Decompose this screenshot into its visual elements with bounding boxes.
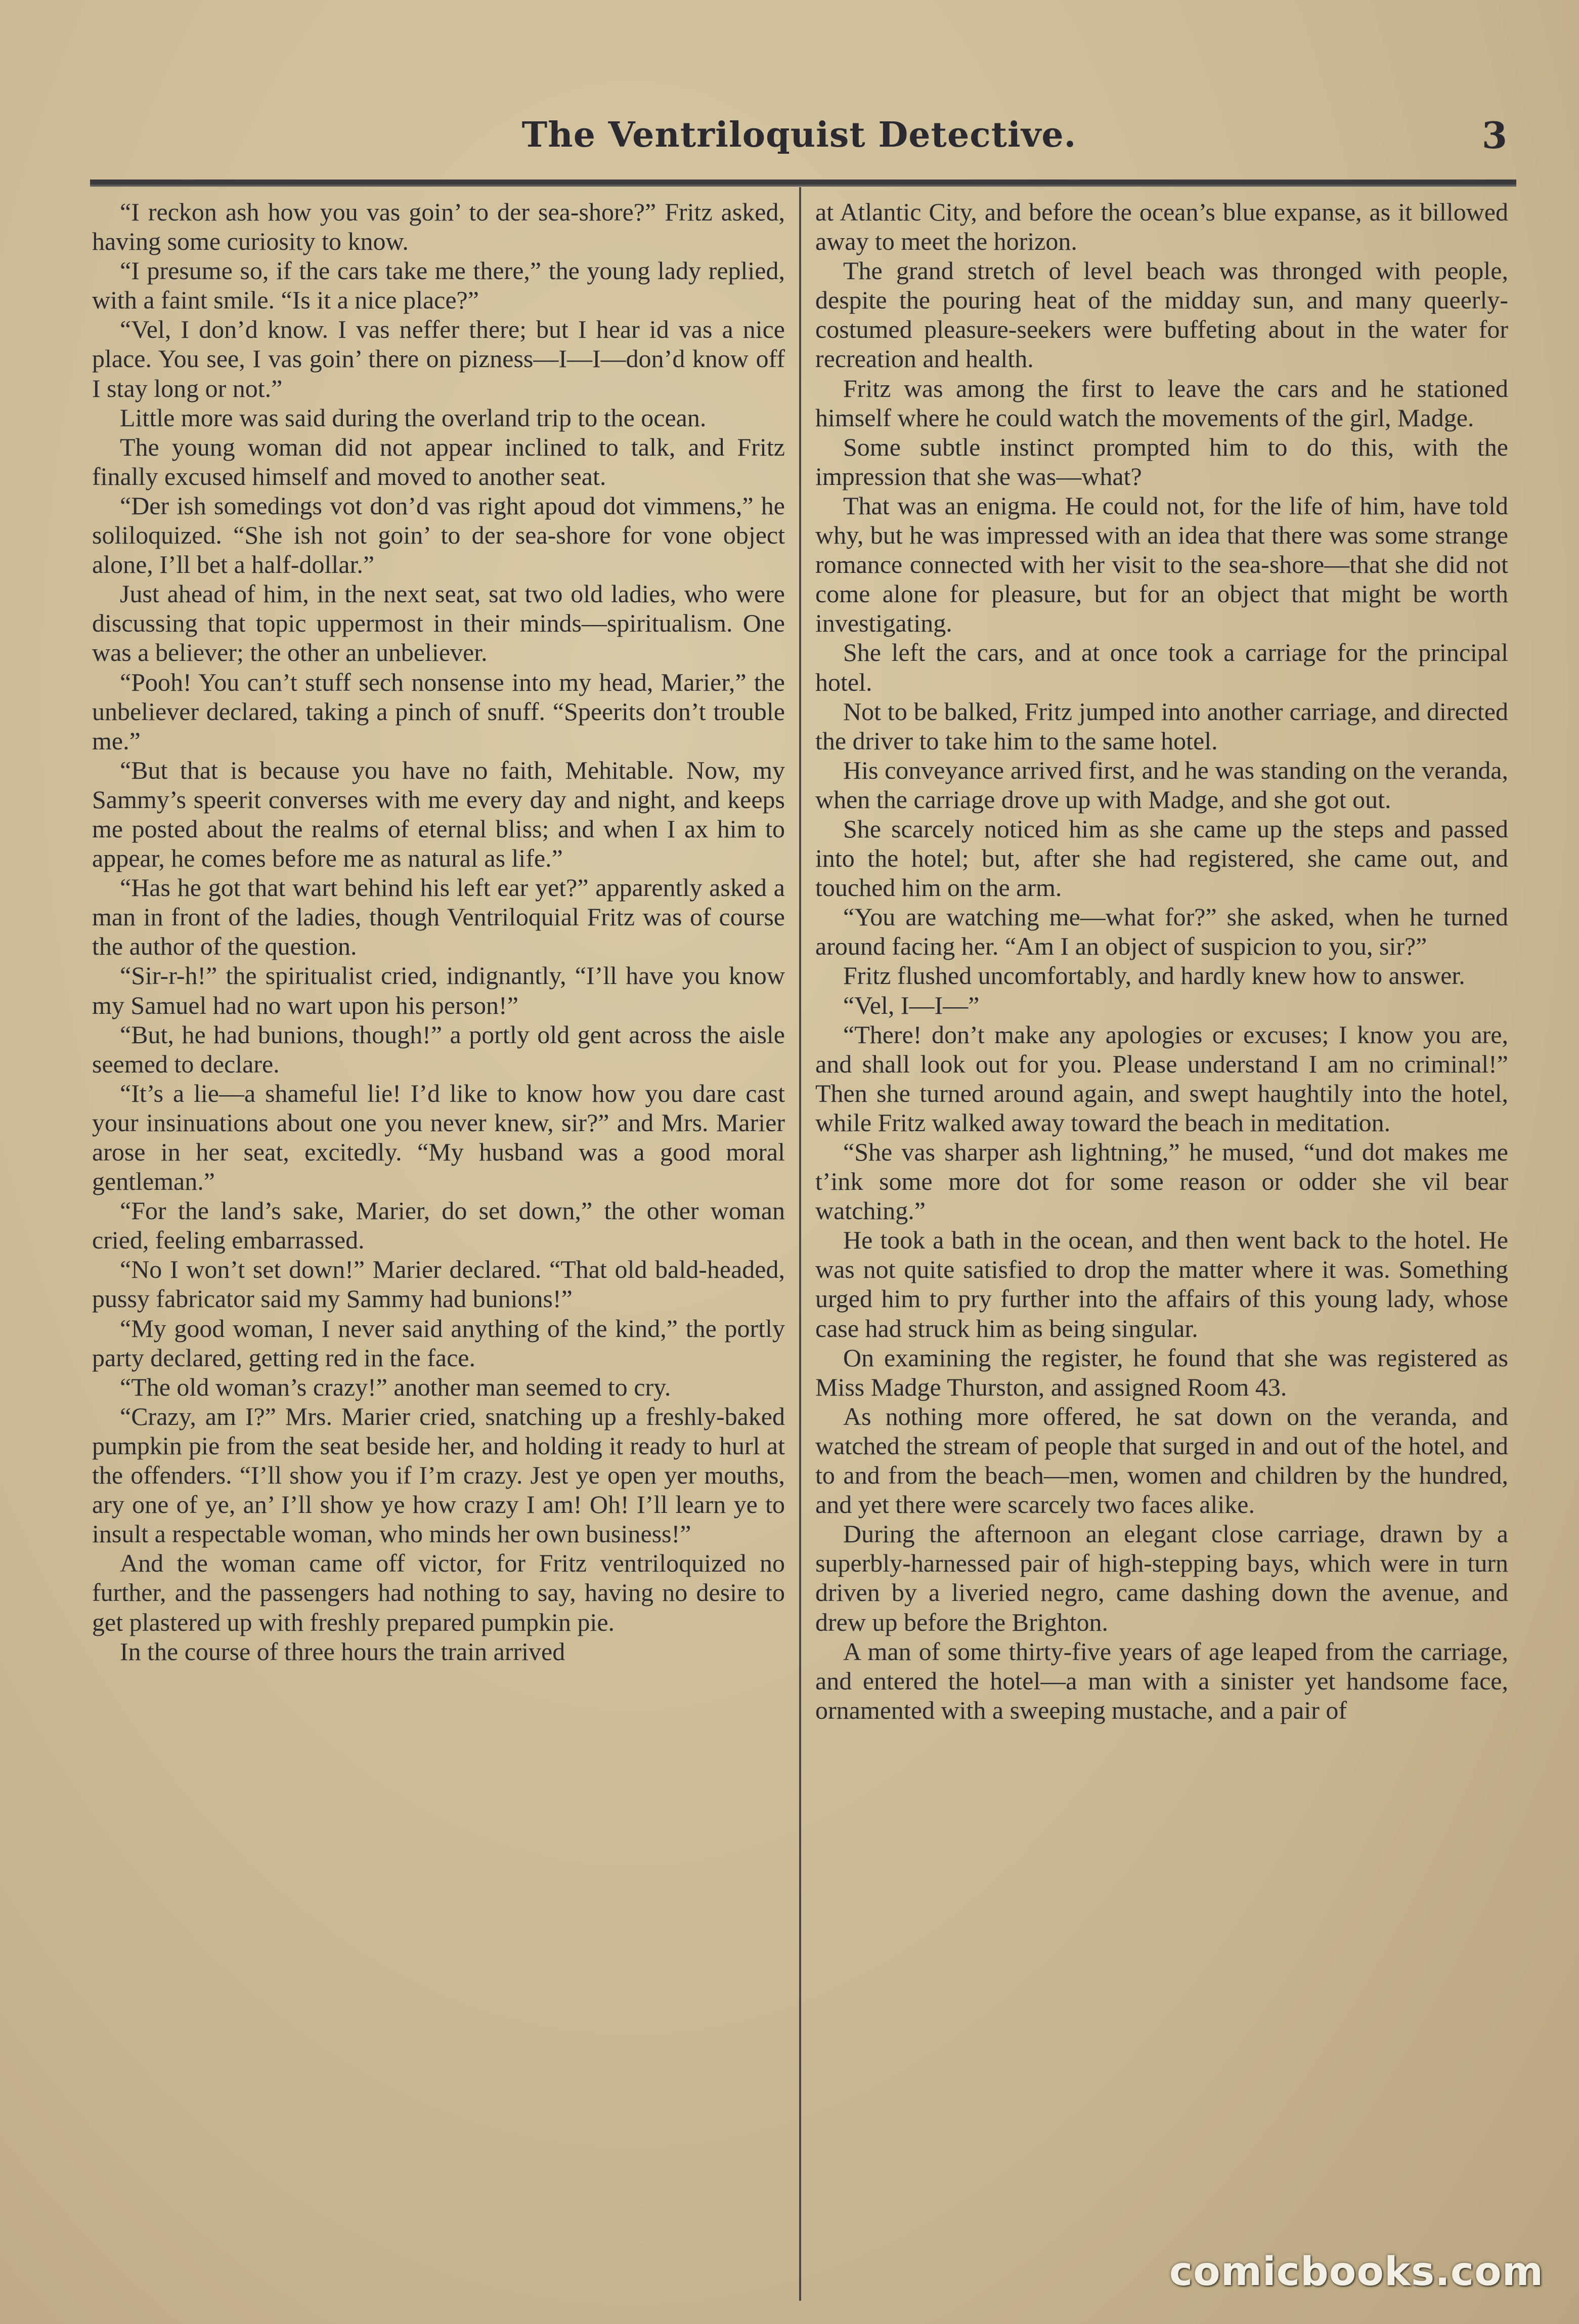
paragraph: He took a bath in the ocean, and then went back to the hotel. He was not quite satisfied to drop the matter where it was. Something urged him to pry further into the affairs of this young lady, whose case had struck him as being singular.: [815, 1226, 1508, 1343]
paragraph: Not to be balked, Fritz jumped into another carriage, and directed the driver to take him to the same hotel.: [815, 697, 1508, 755]
paragraph: at Atlantic City, and before the ocean’s blue expanse, as it billowed away to meet the horizon.: [815, 198, 1508, 256]
paragraph: “Has he got that wart behind his left ear yet?” apparently asked a man in front of the ladies, though Ventriloquial Fritz was of course the author of the question.: [92, 873, 785, 961]
text-column-right: [815, 197, 1508, 2291]
paragraph: “I reckon ash how you vas goin’ to der sea-shore?” Fritz asked, having some curiosity to know.: [92, 198, 785, 256]
paragraph: And the woman came off victor, for Fritz ventriloquized no further, and the passengers had nothing to say, having no desire to get plastered up with freshly prepared pumpkin pie.: [92, 1549, 785, 1636]
paragraph: “But that is because you have no faith, Mehitable. Now, my Sammy’s speerit converses with me every day and night, and keeps me posted about the realms of eternal bliss; and when I ax him to appear, he comes before me as natural as life.”: [92, 755, 785, 873]
paragraph: “Vel, I—I—”: [843, 991, 980, 1019]
paragraph: Some subtle instinct prompted him to do this, with the impression that she was—what?: [815, 432, 1508, 490]
paragraph: In the course of three hours the train arrived: [120, 1637, 565, 1666]
paragraph: “Vel, I don’d know. I vas neffer there; but I hear id vas a nice place. You see, I vas goin’ there on pizness—I—I—don’d know off I stay long or not.”: [92, 315, 785, 403]
paragraph: As nothing more offered, he sat down on the veranda, and watched the stream of people that surged in and out of the hotel, and to and from the beach—men, women and children by the hundred, and yet there were scarcely two faces alike.: [815, 1402, 1508, 1519]
column-divider: [799, 187, 801, 2301]
running-title: The Ventriloquist Detective.: [521, 115, 1077, 155]
paragraph: “My good woman, I never said anything of the kind,” the portly party declared, getting red in the face.: [92, 1314, 785, 1372]
paragraph: “She vas sharper ash lightning,” he mused, “und dot makes me t’ink some more dot for some reason or odder she vil bear watching.”: [815, 1138, 1508, 1225]
paragraph: Little more was said during the overland trip to the ocean.: [120, 403, 707, 432]
page-header: [91, 104, 1507, 174]
paragraph: Just ahead of him, in the next seat, sat two old ladies, who were discussing that topic uppermost in their minds—spiritualism. One was a believer; the other an unbeliever.: [92, 579, 785, 667]
paragraph: “But, he had bunions, though!” a portly old gent across the aisle seemed to declare.: [92, 1020, 785, 1078]
paragraph: “Crazy, am I?” Mrs. Marier cried, snatching up a freshly-baked pumpkin pie from the seat beside her, and holding it ready to hurl at the offenders. “I’ll show you if I’m crazy. Jest ye open yer mouths, ary one of ye, an’ I’ll show ye how crazy I am! Oh! I’ll learn ye to insult a respectable woman, who minds her own business!”: [92, 1402, 785, 1548]
paragraph: During the afternoon an elegant close carriage, drawn by a superbly-harnessed pair of high-stepping bays, which were in turn driven by a liveried negro, came dashing down the avenue, and drew up before the Brighton.: [815, 1519, 1508, 1636]
paragraph: “Sir-r-h!” the spiritualist cried, indignantly, “I’ll have you know my Samuel had no wart upon his person!”: [92, 961, 785, 1019]
paragraph: The grand stretch of level beach was thronged with people, despite the pouring heat of the midday sun, and many queerly-costumed pleasure-seekers were buffeting about in the water for recreation and health.: [815, 256, 1508, 373]
paragraph: Fritz flushed uncomfortably, and hardly knew how to answer.: [843, 961, 1465, 990]
paragraph: “Der ish somedings vot don’d vas right apoud dot vimmens,” he soliloquized. “She ish not goin’ to der sea-shore for vone object alone, I’ll bet a half-dollar.”: [92, 491, 785, 579]
paragraph: She left the cars, and at once took a carriage for the principal hotel.: [815, 638, 1508, 696]
paragraph: His conveyance arrived first, and he was standing on the veranda, when the carriage drove up with Madge, and she got out.: [815, 755, 1508, 814]
paragraph: A man of some thirty-five years of age leaped from the carriage, and entered the hotel—a man with a sinister yet handsome face, ornamented with a sweeping mustache, and a pair of: [815, 1637, 1508, 1724]
paragraph: Fritz was among the first to leave the cars and he stationed himself where he could watch the movements of the girl, Madge.: [815, 374, 1508, 432]
paragraph: The young woman did not appear inclined to talk, and Fritz finally excused himself and moved to another seat.: [92, 432, 785, 490]
paragraph: “No I won’t set down!” Marier declared. “That old bald-headed, pussy fabricator said my Sammy had bunions!”: [92, 1255, 785, 1313]
site-watermark: comicbooks.com: [1169, 2249, 1544, 2295]
paragraph: “There! don’t make any apologies or excuses; I know you are, and shall look out for you. Please understand I am no criminal!” Then she turned around again, and swept haughtily into the hotel, while Fritz walked away toward the beach in meditation.: [815, 1020, 1508, 1137]
paragraph: That was an enigma. He could not, for the life of him, have told why, but he was impressed with an idea that there was some strange romance connected with her visit to the sea-shore—that she did not come alone for pleasure, but for an object that might be worth investigating.: [815, 491, 1508, 638]
page-number: 3: [1481, 114, 1507, 157]
paragraph: She scarcely noticed him as she came up the steps and passed into the hotel; but, after she had registered, she came out, and touched him on the arm.: [815, 814, 1508, 902]
paragraph: “You are watching me—what for?” she asked, when he turned around facing her. “Am I an object of suspicion to you, sir?”: [815, 903, 1508, 961]
header-rule: [90, 180, 1516, 187]
paragraph: “The old woman’s crazy!” another man seemed to cry.: [120, 1372, 671, 1401]
paragraph: “Pooh! You can’t stuff sech nonsense into my head, Marier,” the unbeliever declared, taking a pinch of snuff. “Speerits don’t trouble me.”: [92, 667, 785, 755]
text-column-left: [92, 197, 785, 2291]
paragraph: “It’s a lie—a shameful lie! I’d like to know how you dare cast your insinuations about one you never knew, sir?” and Mrs. Marier arose in her seat, excitedly. “My husband was a good moral gentleman.”: [92, 1079, 785, 1196]
paragraph: “For the land’s sake, Marier, do set down,” the other woman cried, feeling embarrassed.: [92, 1196, 785, 1255]
paragraph: On examining the register, he found that she was registered as Miss Madge Thurston, and assigned Room 43.: [815, 1343, 1508, 1401]
paragraph: “I presume so, if the cars take me there,” the young lady replied, with a faint smile. “Is it a nice place?”: [92, 256, 785, 315]
